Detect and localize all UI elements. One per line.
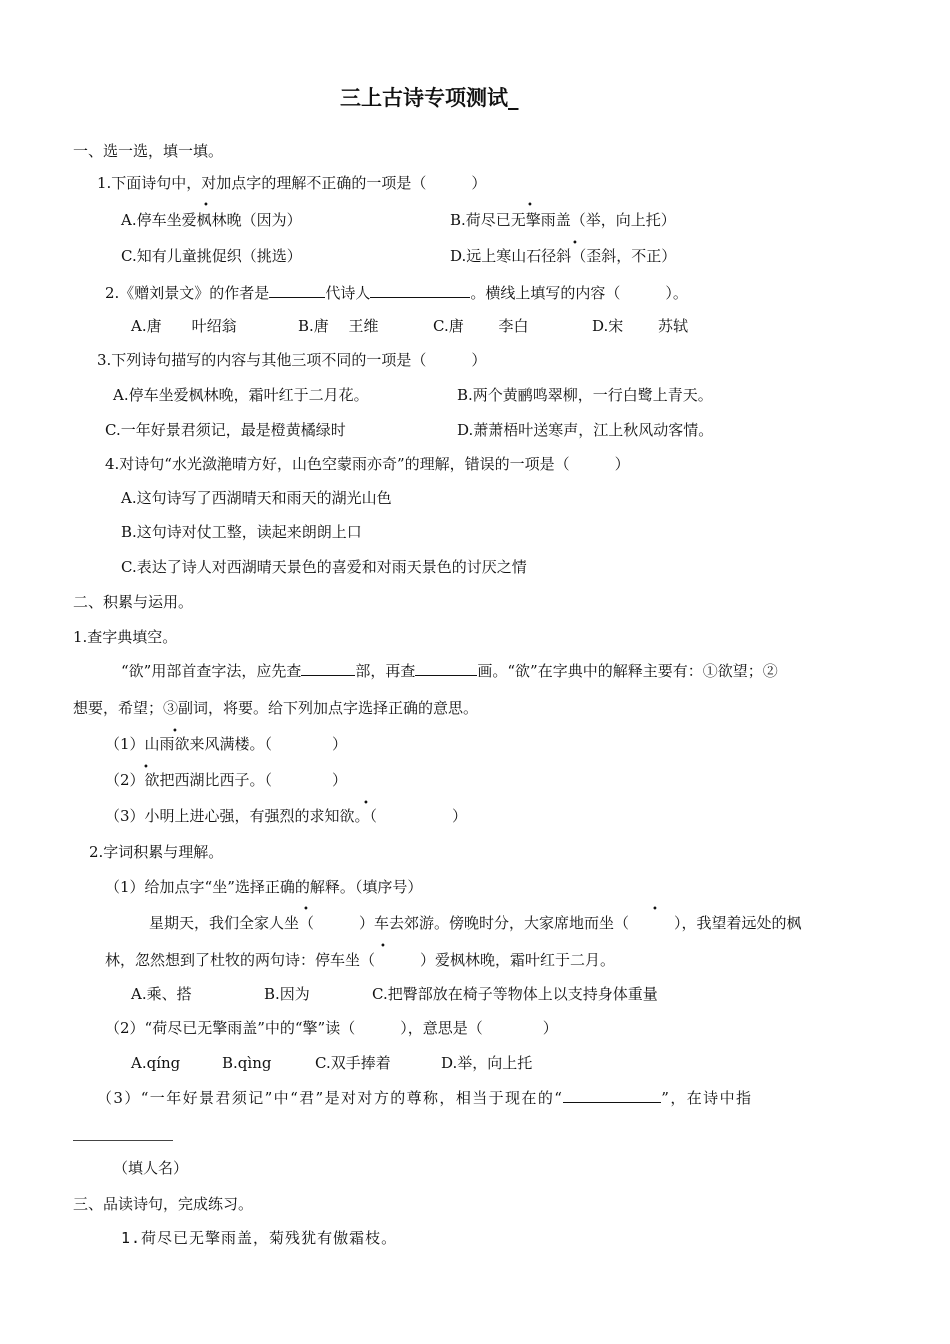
q4-option-b: B.这句诗对仗工整，读起来朗朗上口 — [121, 523, 362, 541]
part-2-q3-note: （填人名） — [113, 1159, 189, 1177]
part-2-title: 2.字词积累与理解。 — [89, 843, 224, 861]
section-2-heading: 二、积累与运用。 — [73, 593, 194, 611]
emphasis-dot: • — [652, 904, 658, 915]
answer-blank[interactable] — [370, 283, 470, 298]
emphasis-dot: • — [303, 904, 309, 915]
q3-option-c: C.一年好景君须记，最是橙黄橘绿时 — [105, 421, 346, 439]
q4-stem: 4.对诗句“水光潋滟晴方好，山色空蒙雨亦奇”的理解，错误的一项是（ ） — [105, 455, 630, 473]
answer-blank[interactable] — [269, 283, 325, 298]
q3-stem: 3.下列诗句描写的内容与其他三项不同的一项是（ ） — [97, 351, 487, 369]
part-2-q3-line-1: （3）“一年好景君须记”中“君”是对对方的尊称，相当于现在的“ ”，在诗中指 — [97, 1089, 753, 1107]
q1-stem: 1.下面诗句中，对加点字的理解不正确的一项是（ ） — [97, 174, 487, 192]
answer-blank[interactable] — [415, 661, 477, 676]
part-2-q1-option-c: C.把臀部放在椅子等物体上以支持身体重量 — [372, 985, 658, 1003]
answer-blank-line[interactable] — [73, 1140, 173, 1141]
q1-option-a: A.停车坐爱枫林晚（因为） — [121, 211, 302, 229]
part-1-item-2: （2）欲把西湖比西子。（ ） — [105, 771, 348, 789]
q2-stem: 2.《赠刘景文》的作者是 代诗人 。横线上填写的内容（ ）。 — [105, 284, 688, 302]
q1-option-b: B.荷尽已无擎雨盖（举，向上托） — [450, 211, 676, 229]
q2-option-b: B.唐 王维 — [298, 317, 379, 335]
emphasis-dot: • — [572, 238, 578, 249]
poem-line: 1.荷尽已无擎雨盖，菊残犹有傲霜枝。 — [121, 1229, 398, 1247]
part-1-item-3: （3）小明上进心强，有强烈的求知欲。（ ） — [105, 807, 468, 825]
part-2-q1-option-a: A.乘、搭 — [131, 985, 192, 1003]
emphasis-dot: • — [363, 798, 369, 809]
section-1-heading: 一、选一选，填一填。 — [73, 142, 224, 160]
emphasis-dot: • — [172, 726, 178, 737]
q3-option-d: D.萧萧梧叶送寒声，江上秋风动客情。 — [457, 421, 714, 439]
q2-option-d: D.宋 苏轼 — [592, 317, 689, 335]
emphasis-dot: • — [380, 941, 386, 952]
part-1-title: 1.查字典填空。 — [73, 628, 178, 646]
emphasis-dot: • — [203, 200, 209, 211]
q1-option-d: D.远上寒山石径斜（歪斜，不正） — [450, 247, 677, 265]
part-1-item-1: （1）山雨欲来风满楼。（ ） — [105, 735, 348, 753]
q3-option-b: B.两个黄鹂鸣翠柳，一行白鹭上青天。 — [457, 386, 713, 404]
part-2-q2-stem: （2）“荷尽已无擎雨盖”中的“擎”读（ ），意思是（ ） — [105, 1019, 558, 1037]
part-1-line-2: 想要，希望；③副词，将要。给下列加点字选择正确的意思。 — [73, 699, 479, 717]
part-2-q1-stem: （1）给加点字“坐”选择正确的解释。（填序号） — [105, 878, 423, 896]
emphasis-dot: • — [143, 762, 149, 773]
part-2-q2-option-d: D.举，向上托 — [441, 1054, 533, 1072]
emphasis-dot: • — [527, 200, 533, 211]
part-1-line-1: “欲”用部首查字法，应先查 部，再查 画。“欲”在字典中的解释主要有：①欲望；② — [121, 662, 778, 680]
answer-blank[interactable] — [301, 661, 355, 676]
part-2-q2-option-b: B.qìng — [222, 1054, 272, 1072]
q4-option-c: C.表达了诗人对西湖晴天景色的喜爱和对雨天景色的讨厌之情 — [121, 558, 527, 576]
part-2-q2-option-c: C.双手捧着 — [315, 1054, 391, 1072]
part-2-q1-line-2: 林，忽然想到了杜牧的两句诗：停车坐（ ）爱枫林晚，霜叶红于二月。 — [105, 951, 616, 969]
section-3-heading: 三、品读诗句，完成练习。 — [73, 1195, 254, 1213]
part-2-q1-option-b: B.因为 — [264, 985, 310, 1003]
q2-option-a: A.唐 叶绍翁 — [131, 317, 237, 335]
page-title: 三上古诗专项测试_ — [340, 86, 519, 110]
part-2-q1-line-1: 星期天，我们全家人坐（ ）车去郊游。傍晚时分，大家席地而坐（ ），我望着远处的枫 — [149, 914, 802, 932]
q3-option-a: A.停车坐爱枫林晚，霜叶红于二月花。 — [113, 386, 369, 404]
part-2-q2-option-a: A.qíng — [131, 1054, 181, 1072]
answer-blank[interactable] — [563, 1088, 661, 1103]
q1-option-c: C.知有儿童挑促织（挑选） — [121, 247, 302, 265]
q2-option-c: C.唐 李白 — [433, 317, 529, 335]
q4-option-a: A.这句诗写了西湖晴天和雨天的湖光山色 — [121, 489, 392, 507]
